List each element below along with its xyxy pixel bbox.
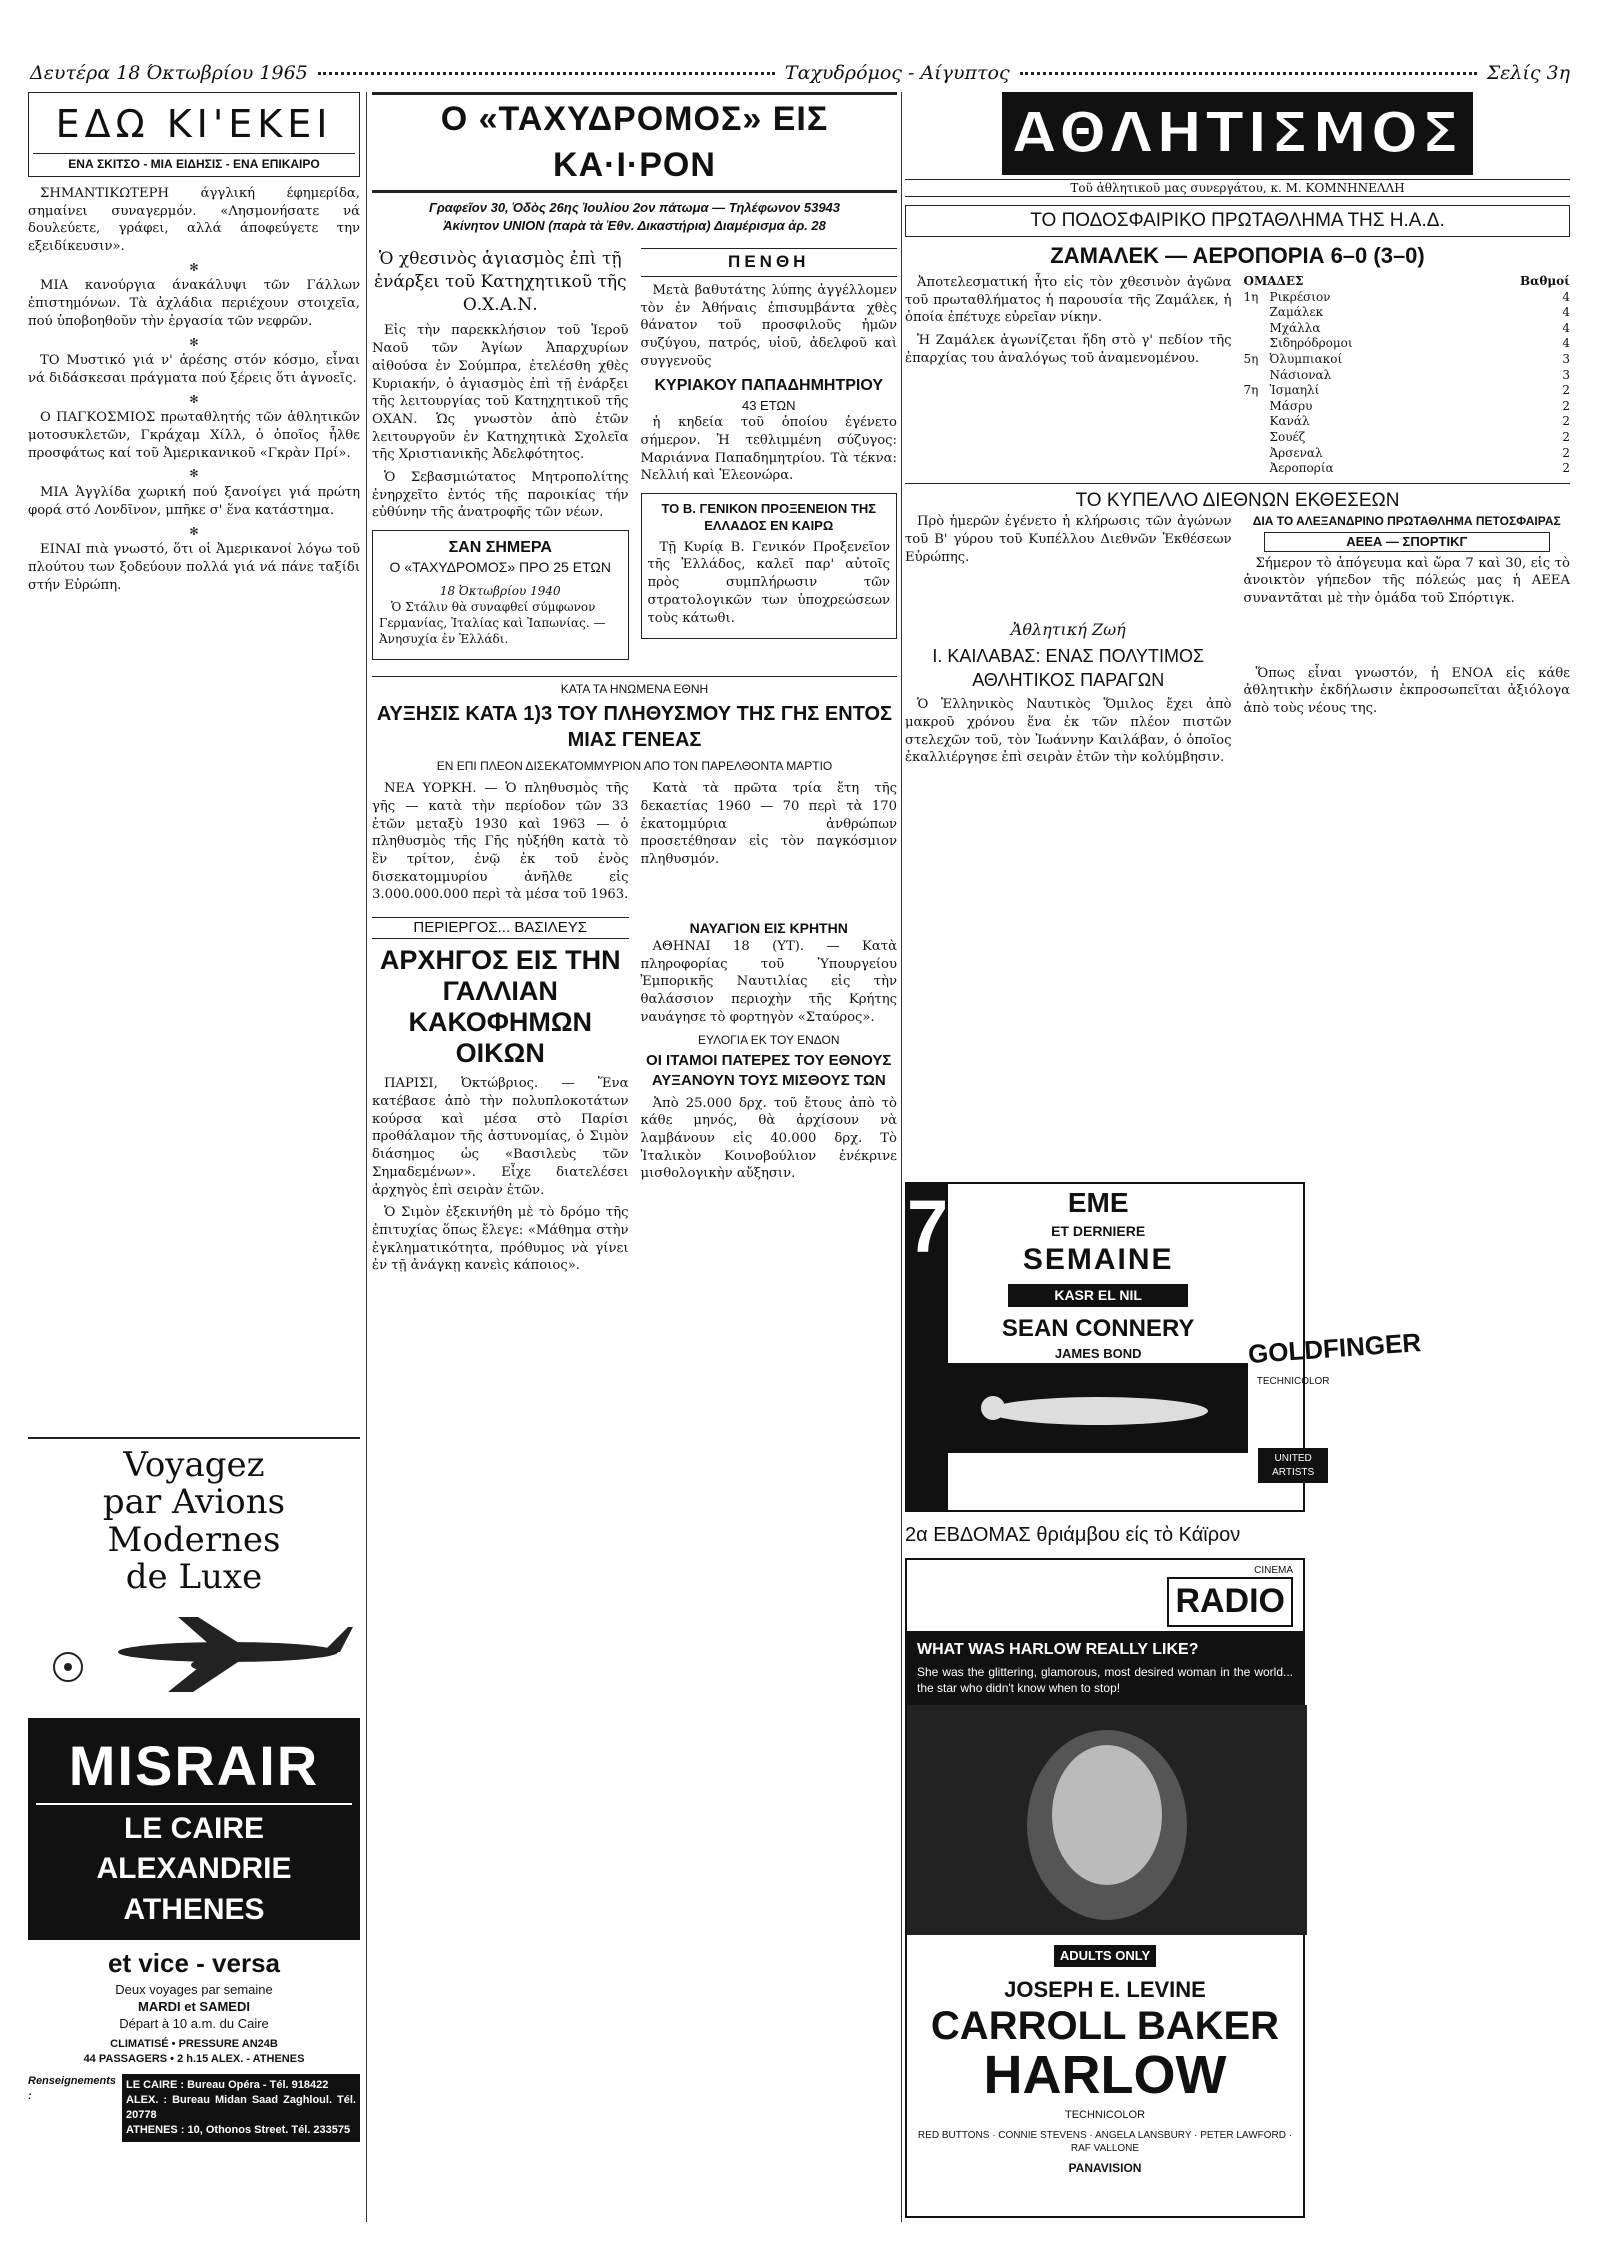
team-cell: [1244, 383, 1320, 399]
section-header-edo: [28, 92, 360, 177]
separator-icon: ✻: [189, 392, 199, 406]
ad-city: ALEXANDRIE: [96, 1852, 292, 1886]
box-date: 18 Ὀκτωβρίου 1940: [439, 584, 561, 599]
team-name: Σουέζ: [1269, 429, 1306, 444]
team-cell: [1244, 290, 1331, 306]
obituary-name: ΚΥΡΙΑΚΟΥ ΠΑΠΑΔΗΜΗΤΡΙΟΥ: [654, 377, 884, 395]
team-points: 3: [1562, 367, 1570, 382]
news-item: ΤΟ Μυστικό γιά ν' ἀρέσης στόν κόσμο, εἶναι νά διδάσκεσαι πράγματα πού ξέρεις ὅτι ἀγνοεῖς.: [28, 353, 360, 386]
ad-text: Deux voyages par semaine: [115, 1981, 273, 1997]
article-subtitle: ΕΝ ΕΠΙ ΠΛΕΟΝ ΔΙΣΕΚΑΤΟΜΜΥΡΙΟΝ ΑΠΟ ΤΟΝ ΠΑΡΕΛΘΟΝΤΑ ΜΑΡΤΙΟ: [436, 759, 833, 774]
column-header: Βαθμοί: [1520, 274, 1570, 289]
team-points: 4: [1562, 289, 1570, 304]
team-points: 2: [1562, 461, 1570, 476]
address-line: Ἀκίνητον UNION (παρὰ τὰ Ἐθν. Δικαστήρια) Διαμέρισμα ἀρ. 28: [443, 217, 826, 233]
ad-black-panel: [28, 1718, 360, 1940]
article-text: Ὁ Ἑλληνικὸς Ναυτικὸς Ὅμιλος ἔχει ἀπὸ μακροῦ χρόνου ἕνα ἐκ τῶν πλέον πιστῶν στελεχῶν τοῦ, τὸν Ἰωάννην Καιλάβαν, ὁ ὁποῖος ἐκαλλιέργησε ἐπὶ σειρὰν ἐτῶν τὴν κολύμβησιν.: [905, 697, 1232, 766]
misrair-ad: [28, 1437, 360, 2142]
team-name: Ἀρσεναλ: [1269, 445, 1323, 460]
team-name: Νάσιοναλ: [1269, 367, 1332, 382]
ad-address: ATHENES : 10, Othonos Street. Tél. 233575: [126, 2123, 351, 2136]
cinema-label: CINEMA: [1254, 1565, 1293, 1576]
team-name: Ὀλυμπιακοί: [1269, 352, 1343, 366]
article-text: ΑΘΗΝΑΙ 18 (ΥΤ). — Κατὰ πληροφορίας τοῦ Ὑπουργείου Ἐμπορικῆς Ναυτιλίας εἰς τὴν θαλάσσιον περιοχὴν τῆς Κρήτης ναυάγησε τὸ φορτηγὸν «Σταύρος».: [640, 938, 897, 1025]
box-title: ΤΟ Β. ΓΕΝΙΚΟΝ ΠΡΟΞΕΝΕΙΟΝ ΤΗΣ ΕΛΛΑΔΟΣ ΕΝ ΚΑΙΡΩ: [661, 500, 877, 534]
goldfinger-ad: [905, 1182, 1423, 1512]
box-text: Ὁ Στάλιν θὰ συναφθεί σύμφωνον Γερμανίας, Ἰταλίας καὶ Ἰαπωνίας. — Ἀνησυχία ἐν Ἑλλάδι.: [379, 600, 606, 647]
week-title: 2α ΕΒΔΟΜΑΣ θριάμβου είς τὸ Κάϊρον: [905, 1524, 1241, 1546]
separator-icon: ✻: [189, 335, 199, 349]
ad-rating: ADULTS ONLY: [1054, 1945, 1156, 1966]
film-cast: RED BUTTONS · CONNIE STEVENS · ANGELA LANSBURY · PETER LAWFORD · RAF VALLONE: [917, 2129, 1293, 2155]
table-row: [1244, 446, 1571, 462]
article-label: ΚΑΤΑ ΤΑ ΗΝΩΜΕΝΑ ΕΘΝΗ: [560, 681, 709, 696]
ad-vice-versa: et vice - versa: [107, 1947, 280, 1978]
cinema-name: RADIO: [1167, 1577, 1293, 1627]
un-article: [372, 676, 897, 910]
anniversary-box: [372, 530, 629, 660]
ad-text: 44 PASSAGERS • 2 h.15 ALEX. - ATHENES: [83, 2052, 305, 2065]
film-tech: TECHNICOLOR: [1256, 1375, 1330, 1387]
table-header: [1244, 274, 1571, 290]
kaillavas-section: [905, 619, 1570, 772]
team-points: 3: [1562, 352, 1570, 366]
film-star: CARROLL BAKER: [930, 2004, 1280, 2049]
team-name: Μχάλλα: [1269, 320, 1321, 335]
team-cell: [1244, 336, 1353, 352]
article-text: Ὁ Σεβασμιώτατος Μητροπολίτης ἐνηρχεῖτο ἐντός τῆς παροικίας τήν εὐθύνην τῆς ἀνατροφῆς τῶν νέων.: [372, 469, 629, 521]
header-date: Δευτέρα 18 Όκτωβρίου 1965: [30, 62, 308, 84]
news-item: ΜΙΑ Ἀγγλίδα χωρική πού ξανοίγει γιά πρώτη φορά στό Λονδῖνον, μπῆκε σ' ἕνα κατάστημα.: [28, 485, 360, 518]
article-title: Ὁ χθεσινὸς ἁγιασμὸς ἐπὶ τῇ ἐνάρξει τοῦ Κατηχητικοῦ τῆς Ο.Χ.Α.Ν.: [373, 249, 627, 315]
table-row: [1244, 290, 1571, 306]
ad-line3: de Luxe: [125, 1557, 263, 1598]
team-points: 4: [1562, 320, 1570, 335]
article-title: ΝΑΥΑΓΙΟΝ ΕΙΣ ΚΡΗΤΗΝ: [689, 920, 848, 937]
team-cell: [1244, 414, 1310, 430]
ad-city: ATHENES: [123, 1892, 265, 1926]
paper-address: [372, 199, 897, 234]
curious-article: [372, 917, 629, 1280]
news-item: ΕΙΝΑΙ πιὰ γνωστό, ὅτι οἱ Ἀμερικανοί λόγω τοῦ πλούτου των ξοδεύουν πολλά γιά νά πάνε ταξίδι στήν Εὐρώπη.: [28, 542, 360, 593]
column-right: [905, 92, 1570, 2242]
article-text: Κατὰ τὰ πρῶτα τρία ἔτη τῆς δεκαετίας 1960 — 70 περὶ τὰ 170 ἑκατομμύρια ἀνθρώπων προσετέθησαν εἰς τὸν παγκόσμιον πληθυσμόν.: [640, 781, 897, 868]
ad-text: CLIMATISÉ • PRESSURE AN24B: [110, 2037, 278, 2050]
ad-addresses: [122, 2074, 360, 2141]
team-cell: [1244, 430, 1306, 446]
ad-text: EME: [1067, 1187, 1129, 1218]
team-points: 2: [1562, 383, 1570, 398]
team-points: 4: [1562, 336, 1570, 351]
ad-text: Départ à 10 a.m. du Caire: [119, 2016, 269, 2032]
film-format: PANAVISION: [1068, 2160, 1142, 2175]
article-title: ΟΙ ΙΤΑΜΟΙ ΠΑΤΕΡΕΣ ΤΟΥ ΕΘΝΟΥΣ ΑΥΞΑΝΟΥΝ ΤΟΥΣ ΜΙΣΘΟΥΣ ΤΩΝ: [646, 1052, 892, 1090]
section-subtitle: ΕΝΑ ΣΚΙΤΣΟ - ΜΙΑ ΕΙΔΗΣΙΣ - ΕΝΑ ΕΠΙΚΑΙΡΟ: [33, 153, 355, 172]
film-tech: TECHNICOLOR: [1064, 2109, 1146, 2122]
team-name: Κανάλ: [1269, 414, 1310, 429]
table-row: [1244, 352, 1571, 368]
team-points: 4: [1562, 305, 1570, 320]
team-cell: [1244, 321, 1321, 337]
table-row: [1244, 336, 1571, 352]
agiasmos-article: [372, 248, 629, 667]
column-left: [28, 92, 360, 2242]
ad-headline: WHAT WAS HARLOW REALLY LIKE?: [917, 1640, 1199, 1658]
article-title: ΤΟ ΚΥΠΕΛΛΟ ΔΙΕΘΝΩΝ ΕΚΘΕΣΕΩΝ: [905, 483, 1570, 513]
ad-text: ET DERNIERE: [1051, 1222, 1146, 1239]
header-page: Σελίς 3η: [1486, 62, 1570, 84]
team-cell: [1244, 446, 1323, 462]
match-title: ΑΕΕΑ — ΣΠΟΡΤΙΚΓ: [1264, 532, 1551, 551]
standings-rows: [1244, 290, 1571, 477]
airplane-icon: [28, 1597, 360, 1707]
ad-address: LE CAIRE : Bureau Opéra - Tél. 918422: [126, 2079, 329, 2092]
cup-section: [905, 513, 1570, 613]
team-name: Ἰσμαηλί: [1269, 383, 1320, 398]
middle-top: [372, 248, 897, 667]
team-cell: [1244, 305, 1324, 321]
penthi-article: [641, 248, 898, 667]
film-star: SEAN CONNERY: [1001, 1315, 1195, 1343]
news-item: ΜΙΑ κανούργια άνακάλυψι τῶν Γάλλων ἐπιστημόνων. Τὰ ἀχλάδια περιέχουν στοιχεῖα, πού ὑποβοηθοῦν τὴν ἐργασία τῶν νεφρῶν.: [28, 278, 360, 329]
box-subtitle: Ο «ΤΑΧΥΔΡΟΜΟΣ» ΠΡΟ 25 ΕΤΩΝ: [389, 559, 611, 576]
studio-logo: UNITED ARTISTS: [1258, 1448, 1328, 1483]
article-text: Μετὰ βαθυτάτης λύπης ἀγγέλλομεν τὸν ἐν Ἀθήναις ἐπισυμβάντα χθὲς θάνατον τοῦ προσφιλοῦς ἡμῶν συζύγου, πατρός, υἱοῦ, ἀδελφοῦ καὶ συγγενοῦς: [640, 282, 897, 369]
article-text: Ἀπὸ 25.000 δρχ. τοῦ ἔτους ἀπὸ τὸ κάθε μηνός, θὰ ἀρχίσουν νὰ λαμβάνουν εἰς 40.000 δρχ. Τὸ Ἰταλικὸν Κοινοβούλιον ἐνέκρινε μισθολογικὴν αὔξησιν.: [640, 1095, 897, 1182]
cinema-name: KASR EL NIL: [1008, 1284, 1188, 1307]
team-cell: [1244, 352, 1343, 368]
team-points: 2: [1562, 414, 1570, 429]
separator-icon: ✻: [189, 467, 199, 481]
team-name: Ρικρέσιον: [1269, 289, 1331, 304]
table-row: [1244, 399, 1571, 415]
news-list: [28, 185, 360, 594]
film-title: HARLOW: [983, 2045, 1227, 2106]
team-points: 2: [1562, 398, 1570, 413]
ad-rens: Renseignements :: [28, 2075, 117, 2103]
article-label: Ἀθλητική Ζωή: [1010, 619, 1126, 639]
team-name: Σιδηρόδρομοι: [1269, 336, 1353, 351]
ad-text: SEMAINE: [1022, 1243, 1174, 1277]
ad-text: MARDI et SAMEDI: [138, 1999, 250, 2015]
article-text: Εἰς τὴν παρεκκλήσιον τοῦ Ἱεροῦ Ναοῦ τῶν Ἁγίων Ἀπαρχυρίων αἰθούσα ἐν Σούμπρα, ἐτελέσθη χθὲς Κυριακήν, ὁ ἁγιασμὸς ἐπὶ τῇ ἐνάρξει τῆς λειτουργίας τοῦ Κατηχητικοῦ τῆς ΟΧΑΝ. Ὡς γνωστὸν ἀπὸ ἐτῶν λειτουργοῦν ἐν Κατηχητικὰ Σχολεῖα τῆς Χριστιανικῆς Ἀδελφότητος.: [372, 323, 629, 463]
team-cell: [1244, 368, 1332, 384]
table-row: [1244, 383, 1571, 399]
paper-banner: Ο «ΤΑΧΥΔΡΟΜΟΣ» ΕΙΣ ΚΑ·Ι·ΡΟΝ: [372, 92, 897, 193]
table-row: [1244, 461, 1571, 477]
header-divider: [318, 72, 775, 75]
column-rule: [901, 92, 902, 2222]
right-subcolumn: [641, 917, 898, 1280]
team-name: Ἀεροπορία: [1269, 461, 1334, 476]
article-title: ΑΥΞΗΣΙΣ ΚΑΤΑ 1)3 ΤΟΥ ΠΛΗΘΥΣΜΟΥ ΤΗΣ ΓΗΣ ΕΝΤΟΣ ΜΙΑΣ ΓΕΝΕΑΣ: [376, 702, 893, 752]
obituary-age: 43 ΕΤΩΝ: [741, 397, 796, 413]
ad-text: She was the glittering, glamorous, most desired woman in the world... the star who didn't know when to stop!: [917, 1665, 1293, 1696]
table-row: [1244, 414, 1571, 430]
article-title: Ι. ΚΑΙΛΑΒΑΣ: ΕΝΑΣ ΠΟΛΥΤΙΜΟΣ ΑΘΛΗΤΙΚΟΣ ΠΑΡΑΓΩΝ: [932, 646, 1205, 691]
team-cell: [1244, 399, 1313, 415]
harlow-ad: [905, 1558, 1305, 2218]
team-points: 2: [1562, 445, 1570, 460]
section-title: ΕΔΩ ΚΙ'ΕΚΕΙ: [55, 102, 333, 146]
article-text: Ἀποτελεσματική ἦτο εἰς τὸν χθεσινὸν ἀγῶνα τοῦ πρωταθλήματος ἡ παρουσία τῆς Ζαμάλεκ, ἡ ὁποία ἐπέτυχε εὐρεῖαν νίκην.: [905, 275, 1232, 326]
article-title: ΤΟ ΠΟΔΟΣΦΑΙΡΙΚΟ ΠΡΩΤΑΘΛΗΜΑ ΤΗΣ Η.Α.Δ.: [905, 205, 1570, 236]
film-figure-icon: [948, 1363, 1248, 1453]
article-text: ΠΑΡΙΣΙ, Ὀκτώβριος. — Ἕνα κατέβασε ἀπὸ τὴν πολυπλοκοτάτων κούρσα καὶ μέσα στὸ Παρίσι προθάλαμον τῆς ἀστυνομίας, ὁ Σιμὸν διάσημος ὡς «Βασιλεὺς τῶν Σημαδεμένων». Εἶχε διατελέσει ἀρχηγὸς ἐπὶ σειρὰν ἐτῶν.: [372, 1076, 629, 1198]
football-article: [905, 274, 1570, 477]
team-position: 5η: [1243, 352, 1259, 366]
column-rule: [366, 92, 367, 2222]
team-position: 1η: [1243, 289, 1259, 304]
header-paper: Ταχυδρόμος - Αίγυπτος: [784, 62, 1010, 84]
film-presenter: JOSEPH E. LEVINE: [1004, 1976, 1206, 2002]
team-position: 7η: [1243, 383, 1259, 398]
ad-address: ALEX. : Bureau Midan Saad Zaghloul. Tél. 20778: [126, 2094, 356, 2122]
table-row: [1244, 368, 1571, 384]
match-score: ΖΑΜΑΛΕΚ — ΑΕΡΟΠΟΡΙΑ 6–0 (3–0): [1050, 242, 1425, 268]
ad-city: LE CAIRE: [36, 1803, 352, 1849]
film-subtitle: JAMES BOND: [1054, 1346, 1142, 1362]
table-row: [1244, 305, 1571, 321]
header-divider: [1020, 72, 1477, 75]
page-header: [30, 62, 1570, 84]
column-middle: [372, 92, 897, 2242]
article-text: Ἡ Ζαμάλεκ ἀγωνίζεται ἤδη στὸ γ' πεδίον τῆς ἐπαρχίας του ἀναλόγως τοῦ ἀναμενομένου.: [905, 333, 1232, 366]
team-points: 2: [1562, 429, 1570, 444]
table-row: [1244, 321, 1571, 337]
team-cell: [1244, 461, 1334, 477]
section-subtitle: Τοῦ ἀθλητικοῦ μας συνεργάτου, κ. Μ. ΚΟΜΝΗΝΕΛΛΗ: [905, 179, 1570, 197]
box-text: Τῇ Κυρίᾳ Β. Γενικόν Προξενεῖον τῆς Ἑλλάδος, καλεῖ παρ' αὐτοῖς πρὸς συμπλήρωσιν τῶν στρατολογικῶν των ὑποχρεώσεων τοὺς κάτωθι.: [647, 539, 890, 626]
film-title: GOLDFINGER: [1247, 1327, 1423, 1370]
standings-table: [1244, 274, 1571, 477]
article-text: Σήμερον τὸ ἀπόγευμα καὶ ὥρα 7 καὶ 30, εἰς τὸ ἀνοικτὸν γήπεδον τῆς πόλεώς μας ἡ ΑΕΕΑ συναντᾶται μὲ τὴν ὁμάδα τοῦ Σπόρτιγκ.: [1243, 555, 1570, 607]
separator-icon: ✻: [189, 260, 199, 274]
middle-bottom: [372, 917, 897, 1280]
news-item: Ο ΠΑΓΚΟΣΜΙΟΣ πρωταθλητής τῶν ἀθλητικῶν μοτοσυκλετῶν, Γκράχαμ Χίλλ, ὁ ὁποῖος ἦλθε προσφάτως καί τοῦ Ἀμερικανικοῦ «Γκρὰν Πρί».: [28, 410, 360, 461]
table-row: [1244, 430, 1571, 446]
article-text: Ὅπως εἶναι γνωστόν, ἡ ΕΝΟΑ εἰς κάθε ἀθλητικὴν ἐκδήλωσιν ἐκπροσωπεῖται ἀξιόλογα ἀπὸ τοὺς νέους της.: [1243, 665, 1570, 717]
box-title: ΣΑΝ ΣΗΜΕΡΑ: [448, 539, 552, 557]
ad-brand: MISRAIR: [68, 1734, 320, 1798]
portrait-image: [907, 1705, 1307, 1935]
article-label: ΕΥΛΟΓΙΑ ΕΚ ΤΟΥ ΕΝΔΟΝ: [697, 1033, 840, 1048]
consulate-box: [641, 493, 898, 639]
article-text: Ὁ Σιμὸν ἐξεκινήθη μὲ τὸ δρόμο τῆς ἐπιτυχίας ὅπως ἔλεγε: «Μάθημα στὴν ἐγκληματικότητα, πρόθυμος νὰ γίνει ἐν τῇ ἀνάγκῃ κανεὶς κάποιος».: [372, 1205, 629, 1274]
ad-line2: par Avions Modernes: [102, 1482, 286, 1560]
sports-header: [905, 92, 1570, 197]
article-title: ΑΡΧΗΓΟΣ ΕΙΣ ΤΗΝ ΓΑΛΛΙΑΝ ΚΑΚΟΦΗΜΩΝ ΟΙΚΩΝ: [379, 945, 621, 1069]
section-title: ΑΘΛΗΤΙΣΜΟΣ: [1002, 92, 1472, 175]
article-text: ἡ κηδεία τοῦ ὁποίου ἐγένετο σήμερον. Ἡ τεθλιμμένη σύζυγος: Μαριάννα Παπαδημητρίου. Τὰ τέκνα: Νελλιή καὶ Ἐλεονώρα.: [640, 415, 897, 484]
column-header: ΟΜΑΔΕΣ: [1243, 274, 1304, 289]
team-name: Μάσρυ: [1269, 398, 1313, 413]
ad-line1: Voyagez: [123, 1445, 265, 1485]
article-label: ΠΕΡΙΕΡΓΟΣ... ΒΑΣΙΛΕΥΣ: [372, 917, 629, 939]
article-text: ΝΕΑ ΥΟΡΚΗ. — Ὁ πληθυσμὸς τῆς γῆς — κατὰ τὴν περίοδον τῶν 33 ἐτῶν μεταξὺ 1930 καὶ 1963 — ὁ πληθυσμὸς τῆς Γῆς ηὐξήθη κατὰ τὸ ἓν τρίτον, ἐνῷ ἐκ τοῦ ἑνὸς δισεκατομμυρίου ἀνῆλθε εἰς 3.000.000.000 περὶ τὰ μέσα τοῦ 1963.: [372, 781, 629, 903]
team-name: Ζαμάλεκ: [1269, 305, 1324, 320]
address-line: Γραφεῖον 30, Ὁδὸς 26ης Ἰουλίου 2ον πάτωμα — Τηλέφωνον 53943: [428, 200, 841, 216]
news-item: ΣΗΜΑΝΤΙΚΩΤΕΡΗ άγγλική έφημερίδα, σημαίνει συναγερμόν. «Λησμονήσατε νά δουλεύετε, γράφει, αλλά άποφεύγετε την εξειδίκευσιν».: [28, 185, 360, 255]
section-title: ΠΕΝΘΗ: [641, 248, 898, 277]
article-title: ΔΙΑ ΤΟ ΑΛΕΞΑΝΔΡΙΝΟ ΠΡΩΤΑΘΛΗΜΑ ΠΕΤΟΣΦΑΙΡΑΣ: [1252, 514, 1561, 529]
separator-icon: ✻: [189, 524, 199, 538]
article-text: Πρὸ ἡμερῶν ἐγένετο ἡ κλήρωσις τῶν ἀγώνων τοῦ Β' γύρου τοῦ Κυπέλλου Διεθνῶν Ἐκθέσεων Εὐρώπης.: [905, 514, 1232, 565]
ad-number: 7: [907, 1185, 949, 1268]
